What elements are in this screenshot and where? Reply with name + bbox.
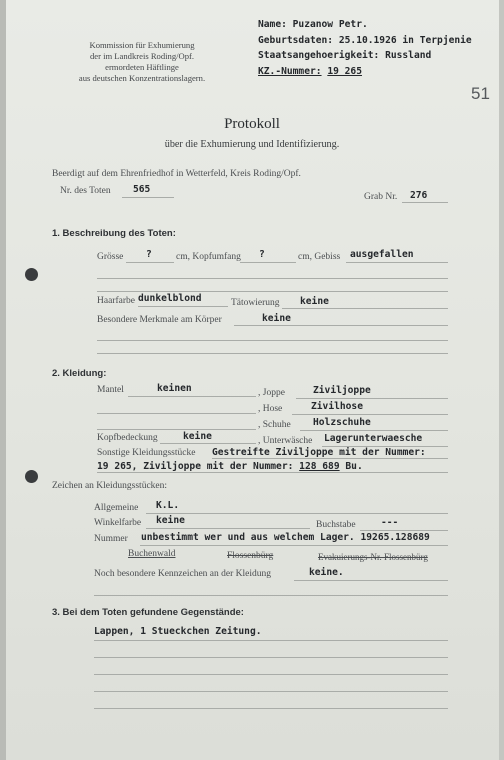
grave-number-label: Grab Nr. (364, 192, 398, 202)
commission-line-3: ermordeten Häftlinge (105, 62, 179, 72)
letter-value: --- (381, 517, 399, 528)
shoes-line (300, 430, 448, 431)
paper-right-edge (499, 0, 504, 760)
general-line (146, 513, 448, 514)
number-label: Nummer (94, 534, 128, 544)
found-items-line-4 (94, 691, 448, 692)
hair-color-line (138, 306, 228, 307)
jacket-value: Ziviljoppe (313, 385, 371, 396)
trousers-value: Zivilhose (311, 401, 363, 412)
teeth-value: ausgefallen (350, 249, 414, 260)
underwear-value: Lagerunterwaesche (324, 433, 423, 444)
triangle-color-line (146, 528, 310, 529)
commission-line-2: der im Landkreis Roding/Opf. (89, 51, 195, 61)
height-label: Grösse (97, 252, 124, 262)
other-clothing-value: Gestreifte Ziviljoppe mit der Nummer: (212, 447, 426, 458)
punch-hole-bottom (25, 470, 38, 483)
section-2-title: 2. Kleidung: (52, 368, 107, 379)
typed-identity-block (258, 17, 472, 79)
found-items-value: Lappen, 1 Stueckchen Zeitung. (94, 626, 262, 637)
other-clothing-jacket-number: 128 689 (299, 461, 340, 472)
description-blank-line-2 (97, 291, 448, 292)
body-marks-label: Besondere Merkmale am Körper (97, 315, 222, 325)
tattoo-label: Tätowierung (231, 298, 280, 308)
paper-left-edge (0, 0, 6, 760)
other-clothing-suffix: Bu. (345, 461, 363, 472)
other-clothing-line (212, 458, 448, 459)
typed-nationality: Staatsangehoerigkeit: Russland (258, 50, 432, 61)
commission-header (52, 40, 232, 84)
shoes-label: , Schuhe (258, 420, 291, 430)
number-line (140, 545, 448, 546)
trousers-line (292, 414, 448, 415)
headwear-line (160, 443, 256, 444)
flossenbuerg-option: Flossenbürg (227, 551, 274, 561)
typed-kz-number-row (258, 64, 472, 80)
page-number: 51 (471, 84, 490, 103)
body-marks-line (234, 325, 448, 326)
section-3-title: 3. Bei dem Toten gefundene Gegenstände: (52, 607, 244, 618)
shoes-value: Holzschuhe (313, 417, 371, 428)
description-blank-line-1 (97, 278, 448, 279)
height-line (126, 262, 174, 263)
tattoo-line (282, 308, 448, 309)
head-circumference-line (240, 262, 296, 263)
grave-number-line (402, 202, 448, 203)
found-items-line-1 (94, 640, 448, 641)
other-clothing-label: Sonstige Kleidungsstücke (97, 448, 196, 458)
coat-label: Mantel (97, 385, 124, 395)
found-items-line-3 (94, 674, 448, 675)
hair-color-value: dunkelblond (138, 293, 202, 304)
other-marks-blank-line (94, 595, 448, 596)
underwear-label: , Unterwäsche (258, 436, 313, 446)
blank-before-trousers-line (97, 413, 256, 414)
dead-number-value: 565 (133, 184, 151, 195)
head-circumference-label: cm, Kopfumfang (176, 252, 241, 262)
commission-line-1: Kommission für Exhumierung (89, 40, 195, 50)
coat-line (128, 396, 256, 397)
blank-before-shoes-line (97, 429, 256, 430)
coat-value: keinen (157, 383, 192, 394)
dead-number-line (122, 197, 174, 198)
clothing-marks-title: Zeichen an Kleidungsstücken: (52, 481, 168, 491)
section-1-title: 1. Beschreibung des Toten: (52, 228, 176, 239)
other-clothing-cont-text: 19 265, Ziviljoppe mit der Nummer: (97, 461, 294, 472)
tattoo-value: keine (300, 296, 329, 307)
triangle-color-label: Winkelfarbe (94, 518, 142, 528)
jacket-line (296, 398, 448, 399)
body-marks-blank-line-1 (97, 340, 448, 341)
other-marks-line (294, 580, 448, 581)
found-items-line-2 (94, 657, 448, 658)
typed-kz-label: KZ.-Nummer: (258, 65, 322, 77)
teeth-label: cm, Gebiss (298, 252, 341, 262)
other-clothing-continued (97, 461, 363, 472)
headwear-label: Kopfbedeckung (97, 433, 158, 443)
dead-number-label: Nr. des Toten (60, 186, 111, 196)
body-marks-value: keine (262, 313, 291, 324)
hair-color-label: Haarfarbe (97, 296, 135, 306)
trousers-label: , Hose (258, 404, 283, 414)
other-marks-label: Noch besondere Kennzeichen an der Kleidung (94, 569, 271, 579)
commission-line-4: aus deutschen Konzentrationslagern. (78, 73, 206, 83)
jacket-label: , Joppe (258, 388, 285, 398)
headwear-value: keine (183, 431, 212, 442)
body-marks-blank-line-2 (97, 353, 448, 354)
typed-name: Name: Puzanow Petr. (258, 19, 368, 30)
burial-text: Beerdigt auf dem Ehrenfriedhof in Wetterfeld, Kreis Roding/Opf. (52, 169, 301, 179)
typed-birth-data: Geburtsdaten: 25.10.1926 in Terpjenie (258, 34, 472, 46)
general-value: K.L. (156, 500, 180, 511)
number-value: unbestimmt wer und aus welchem Lager. 19265.128689 (141, 532, 430, 543)
head-circumference-value: ? (259, 249, 265, 260)
protocol-subtitle: über die Exhumierung und Identifizierung. (164, 139, 340, 150)
other-clothing-blank-line (97, 472, 448, 473)
height-value: ? (146, 249, 152, 260)
buchenwald-option: Buchenwald (128, 549, 176, 559)
triangle-color-value: keine (156, 515, 185, 526)
general-label: Allgemeine (94, 503, 139, 513)
typed-kz-number: 19 265 (327, 65, 362, 77)
letter-line (360, 530, 448, 531)
evacuation-number-option: Evakuierungs-Nr. Flossenbürg (318, 552, 428, 562)
grave-number-value: 276 (410, 190, 428, 201)
teeth-line (346, 262, 448, 263)
other-marks-value: keine. (309, 567, 344, 578)
punch-hole-top (25, 268, 38, 281)
letter-label: Buchstabe (316, 520, 356, 530)
protocol-title: Protokoll (224, 116, 280, 132)
found-items-line-5 (94, 708, 448, 709)
